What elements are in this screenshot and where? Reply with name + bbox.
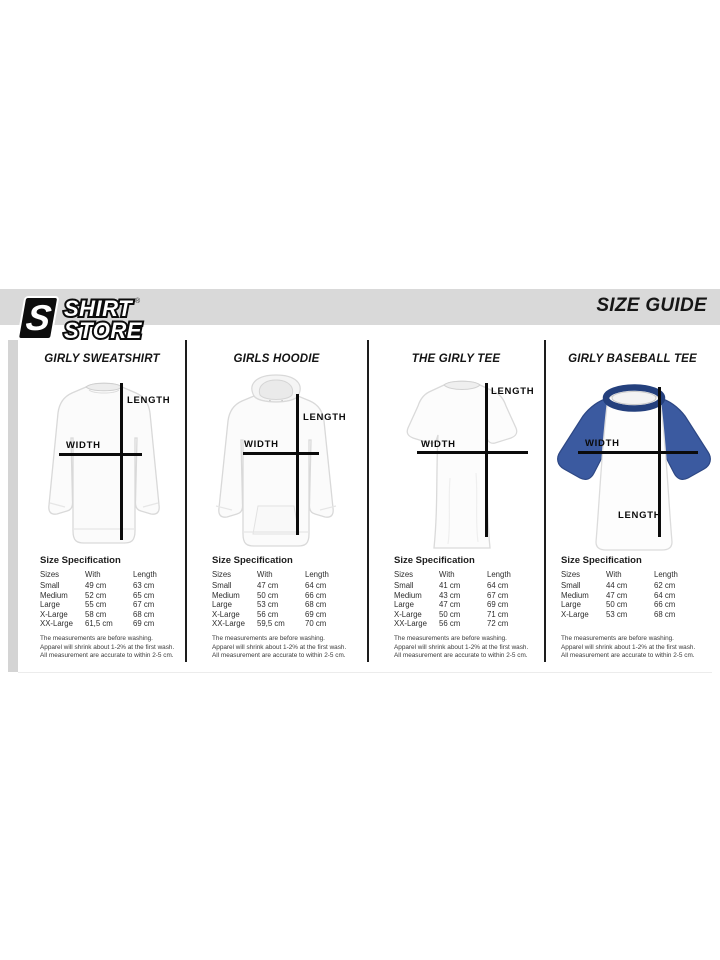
size-cell: XX-Large bbox=[212, 619, 245, 629]
size-row bbox=[40, 591, 182, 600]
col-sizes: Sizes bbox=[212, 570, 232, 579]
left-edge-strip bbox=[8, 340, 18, 672]
size-cell: 53 cm bbox=[606, 609, 628, 619]
length-line bbox=[296, 394, 299, 535]
size-spec-sweatshirt bbox=[40, 555, 190, 628]
size-cell: 44 cm bbox=[606, 581, 628, 591]
col-width: With bbox=[606, 570, 622, 579]
size-cell: Large bbox=[40, 600, 60, 610]
size-cell: 66 cm bbox=[654, 600, 676, 610]
spec-heading: Size Specification bbox=[40, 555, 121, 566]
col-width: With bbox=[85, 570, 101, 579]
shirtstore-logo bbox=[13, 293, 165, 342]
size-cell: 67 cm bbox=[487, 590, 509, 600]
size-cell: 56 cm bbox=[257, 609, 279, 619]
size-cell: 66 cm bbox=[305, 590, 327, 600]
col-sizes: Sizes bbox=[40, 570, 60, 579]
size-cell: 62 cm bbox=[654, 581, 676, 591]
col-length: Length bbox=[654, 570, 678, 579]
size-row bbox=[394, 619, 536, 628]
product-title-tee: THE GIRLY TEE bbox=[411, 353, 501, 365]
tee-image bbox=[390, 378, 534, 560]
width-line bbox=[243, 452, 319, 455]
size-cell: Small bbox=[394, 581, 414, 591]
width-line bbox=[578, 451, 698, 454]
product-title-hoodie: GIRLS HOODIE bbox=[233, 353, 320, 365]
svg-text:S: S bbox=[23, 297, 55, 338]
size-cell: 63 cm bbox=[133, 581, 155, 591]
size-cell: 52 cm bbox=[85, 590, 107, 600]
size-cell: 43 cm bbox=[439, 590, 461, 600]
size-cell: 72 cm bbox=[487, 619, 509, 629]
logo-text-store: STORE bbox=[64, 318, 142, 342]
size-cell: Large bbox=[212, 600, 232, 610]
size-cell: 41 cm bbox=[439, 581, 461, 591]
size-row bbox=[394, 581, 536, 590]
size-row bbox=[394, 610, 536, 619]
wash-disclaimer: The measurements are before washing. Apparel will shrink about 1-2% at the first wash. All measurement are accurate to within 2-5 cm. bbox=[40, 635, 175, 659]
size-cell: 47 cm bbox=[439, 600, 461, 610]
width-label: WIDTH bbox=[244, 439, 279, 450]
size-cell: X-Large bbox=[561, 609, 589, 619]
size-cell: Medium bbox=[40, 590, 68, 600]
size-row bbox=[561, 581, 703, 590]
size-cell: 61,5 cm bbox=[85, 619, 113, 629]
size-cell: 71 cm bbox=[487, 609, 509, 619]
column-divider bbox=[544, 340, 546, 662]
size-table bbox=[40, 570, 182, 628]
column-divider bbox=[367, 340, 369, 662]
size-cell: 68 cm bbox=[133, 609, 155, 619]
size-spec-tee bbox=[394, 555, 544, 628]
size-cell: 47 cm bbox=[257, 581, 279, 591]
size-row bbox=[394, 591, 536, 600]
spec-heading: Size Specification bbox=[212, 555, 293, 566]
size-row bbox=[40, 600, 182, 609]
size-cell: 68 cm bbox=[305, 600, 327, 610]
length-label: LENGTH bbox=[127, 395, 171, 406]
length-label: LENGTH bbox=[303, 412, 347, 423]
length-label: LENGTH bbox=[491, 386, 535, 397]
size-table bbox=[561, 570, 703, 619]
size-cell: 69 cm bbox=[487, 600, 509, 610]
size-cell: 55 cm bbox=[85, 600, 107, 610]
size-cell: 68 cm bbox=[654, 609, 676, 619]
size-row bbox=[40, 610, 182, 619]
size-row bbox=[40, 619, 182, 628]
wash-disclaimer: The measurements are before washing. Apparel will shrink about 1-2% at the first wash. All measurement are accurate to within 2-5 cm. bbox=[394, 635, 529, 659]
size-cell: 50 cm bbox=[606, 600, 628, 610]
col-length: Length bbox=[305, 570, 329, 579]
col-sizes: Sizes bbox=[561, 570, 581, 579]
width-line bbox=[417, 451, 528, 454]
wash-disclaimer: The measurements are before washing. Apparel will shrink about 1-2% at the first wash. All measurement are accurate to within 2-5 cm. bbox=[561, 635, 696, 659]
size-cell: X-Large bbox=[40, 609, 68, 619]
size-row bbox=[40, 581, 182, 590]
length-label: LENGTH bbox=[618, 510, 662, 521]
size-cell: 50 cm bbox=[439, 609, 461, 619]
size-row bbox=[212, 600, 354, 609]
col-sizes: Sizes bbox=[394, 570, 414, 579]
size-cell: 69 cm bbox=[305, 609, 327, 619]
content-bottom-edge bbox=[18, 672, 712, 673]
size-cell: XX-Large bbox=[394, 619, 427, 629]
col-length: Length bbox=[487, 570, 511, 579]
product-title-sweatshirt: GIRLY SWEATSHIRT bbox=[44, 353, 160, 365]
size-cell: 65 cm bbox=[133, 590, 155, 600]
size-row bbox=[212, 619, 354, 628]
size-spec-hoodie bbox=[212, 555, 362, 628]
size-table bbox=[394, 570, 536, 628]
size-row bbox=[212, 581, 354, 590]
size-cell: Small bbox=[212, 581, 232, 591]
width-line bbox=[59, 453, 142, 456]
size-cell: 69 cm bbox=[133, 619, 155, 629]
size-cell: Medium bbox=[561, 590, 589, 600]
size-cell: 53 cm bbox=[257, 600, 279, 610]
size-cell: 70 cm bbox=[305, 619, 327, 629]
size-row bbox=[212, 610, 354, 619]
size-cell: 67 cm bbox=[133, 600, 155, 610]
size-cell: X-Large bbox=[394, 609, 422, 619]
col-length: Length bbox=[133, 570, 157, 579]
size-row bbox=[561, 600, 703, 609]
col-width: With bbox=[257, 570, 273, 579]
spec-heading: Size Specification bbox=[394, 555, 475, 566]
size-cell: Medium bbox=[212, 590, 240, 600]
size-cell: Large bbox=[561, 600, 581, 610]
page-title: SIZE GUIDE bbox=[596, 295, 707, 316]
size-cell: Large bbox=[394, 600, 414, 610]
col-width: With bbox=[439, 570, 455, 579]
size-cell: Small bbox=[561, 581, 581, 591]
size-cell: 64 cm bbox=[654, 590, 676, 600]
size-cell: 47 cm bbox=[606, 590, 628, 600]
size-table bbox=[212, 570, 354, 628]
length-line bbox=[485, 383, 488, 537]
spec-heading: Size Specification bbox=[561, 555, 642, 566]
logo-text-shirt: SHIRT bbox=[64, 296, 133, 321]
logo-s-icon bbox=[18, 297, 58, 339]
width-label: WIDTH bbox=[421, 439, 456, 450]
size-row bbox=[561, 610, 703, 619]
size-cell: 49 cm bbox=[85, 581, 107, 591]
size-cell: 64 cm bbox=[487, 581, 509, 591]
size-spec-baseball-tee bbox=[561, 555, 711, 619]
length-line bbox=[120, 383, 123, 540]
size-row bbox=[394, 600, 536, 609]
size-cell: XX-Large bbox=[40, 619, 73, 629]
size-cell: 56 cm bbox=[439, 619, 461, 629]
size-cell: 64 cm bbox=[305, 581, 327, 591]
wash-disclaimer: The measurements are before washing. Apparel will shrink about 1-2% at the first wash. All measurement are accurate to within 2-5 cm. bbox=[212, 635, 347, 659]
size-cell: 58 cm bbox=[85, 609, 107, 619]
hoodie-image bbox=[206, 374, 346, 558]
product-title-baseball-tee: GIRLY BASEBALL TEE bbox=[568, 353, 697, 365]
baseball-tee-image bbox=[548, 382, 718, 556]
size-row bbox=[212, 591, 354, 600]
size-cell: Small bbox=[40, 581, 60, 591]
width-label: WIDTH bbox=[66, 440, 101, 451]
registered-mark: ® bbox=[135, 298, 141, 305]
width-label: WIDTH bbox=[585, 438, 620, 449]
size-cell: X-Large bbox=[212, 609, 240, 619]
size-cell: 50 cm bbox=[257, 590, 279, 600]
size-cell: Medium bbox=[394, 590, 422, 600]
size-cell: 59,5 cm bbox=[257, 619, 285, 629]
size-row bbox=[561, 591, 703, 600]
